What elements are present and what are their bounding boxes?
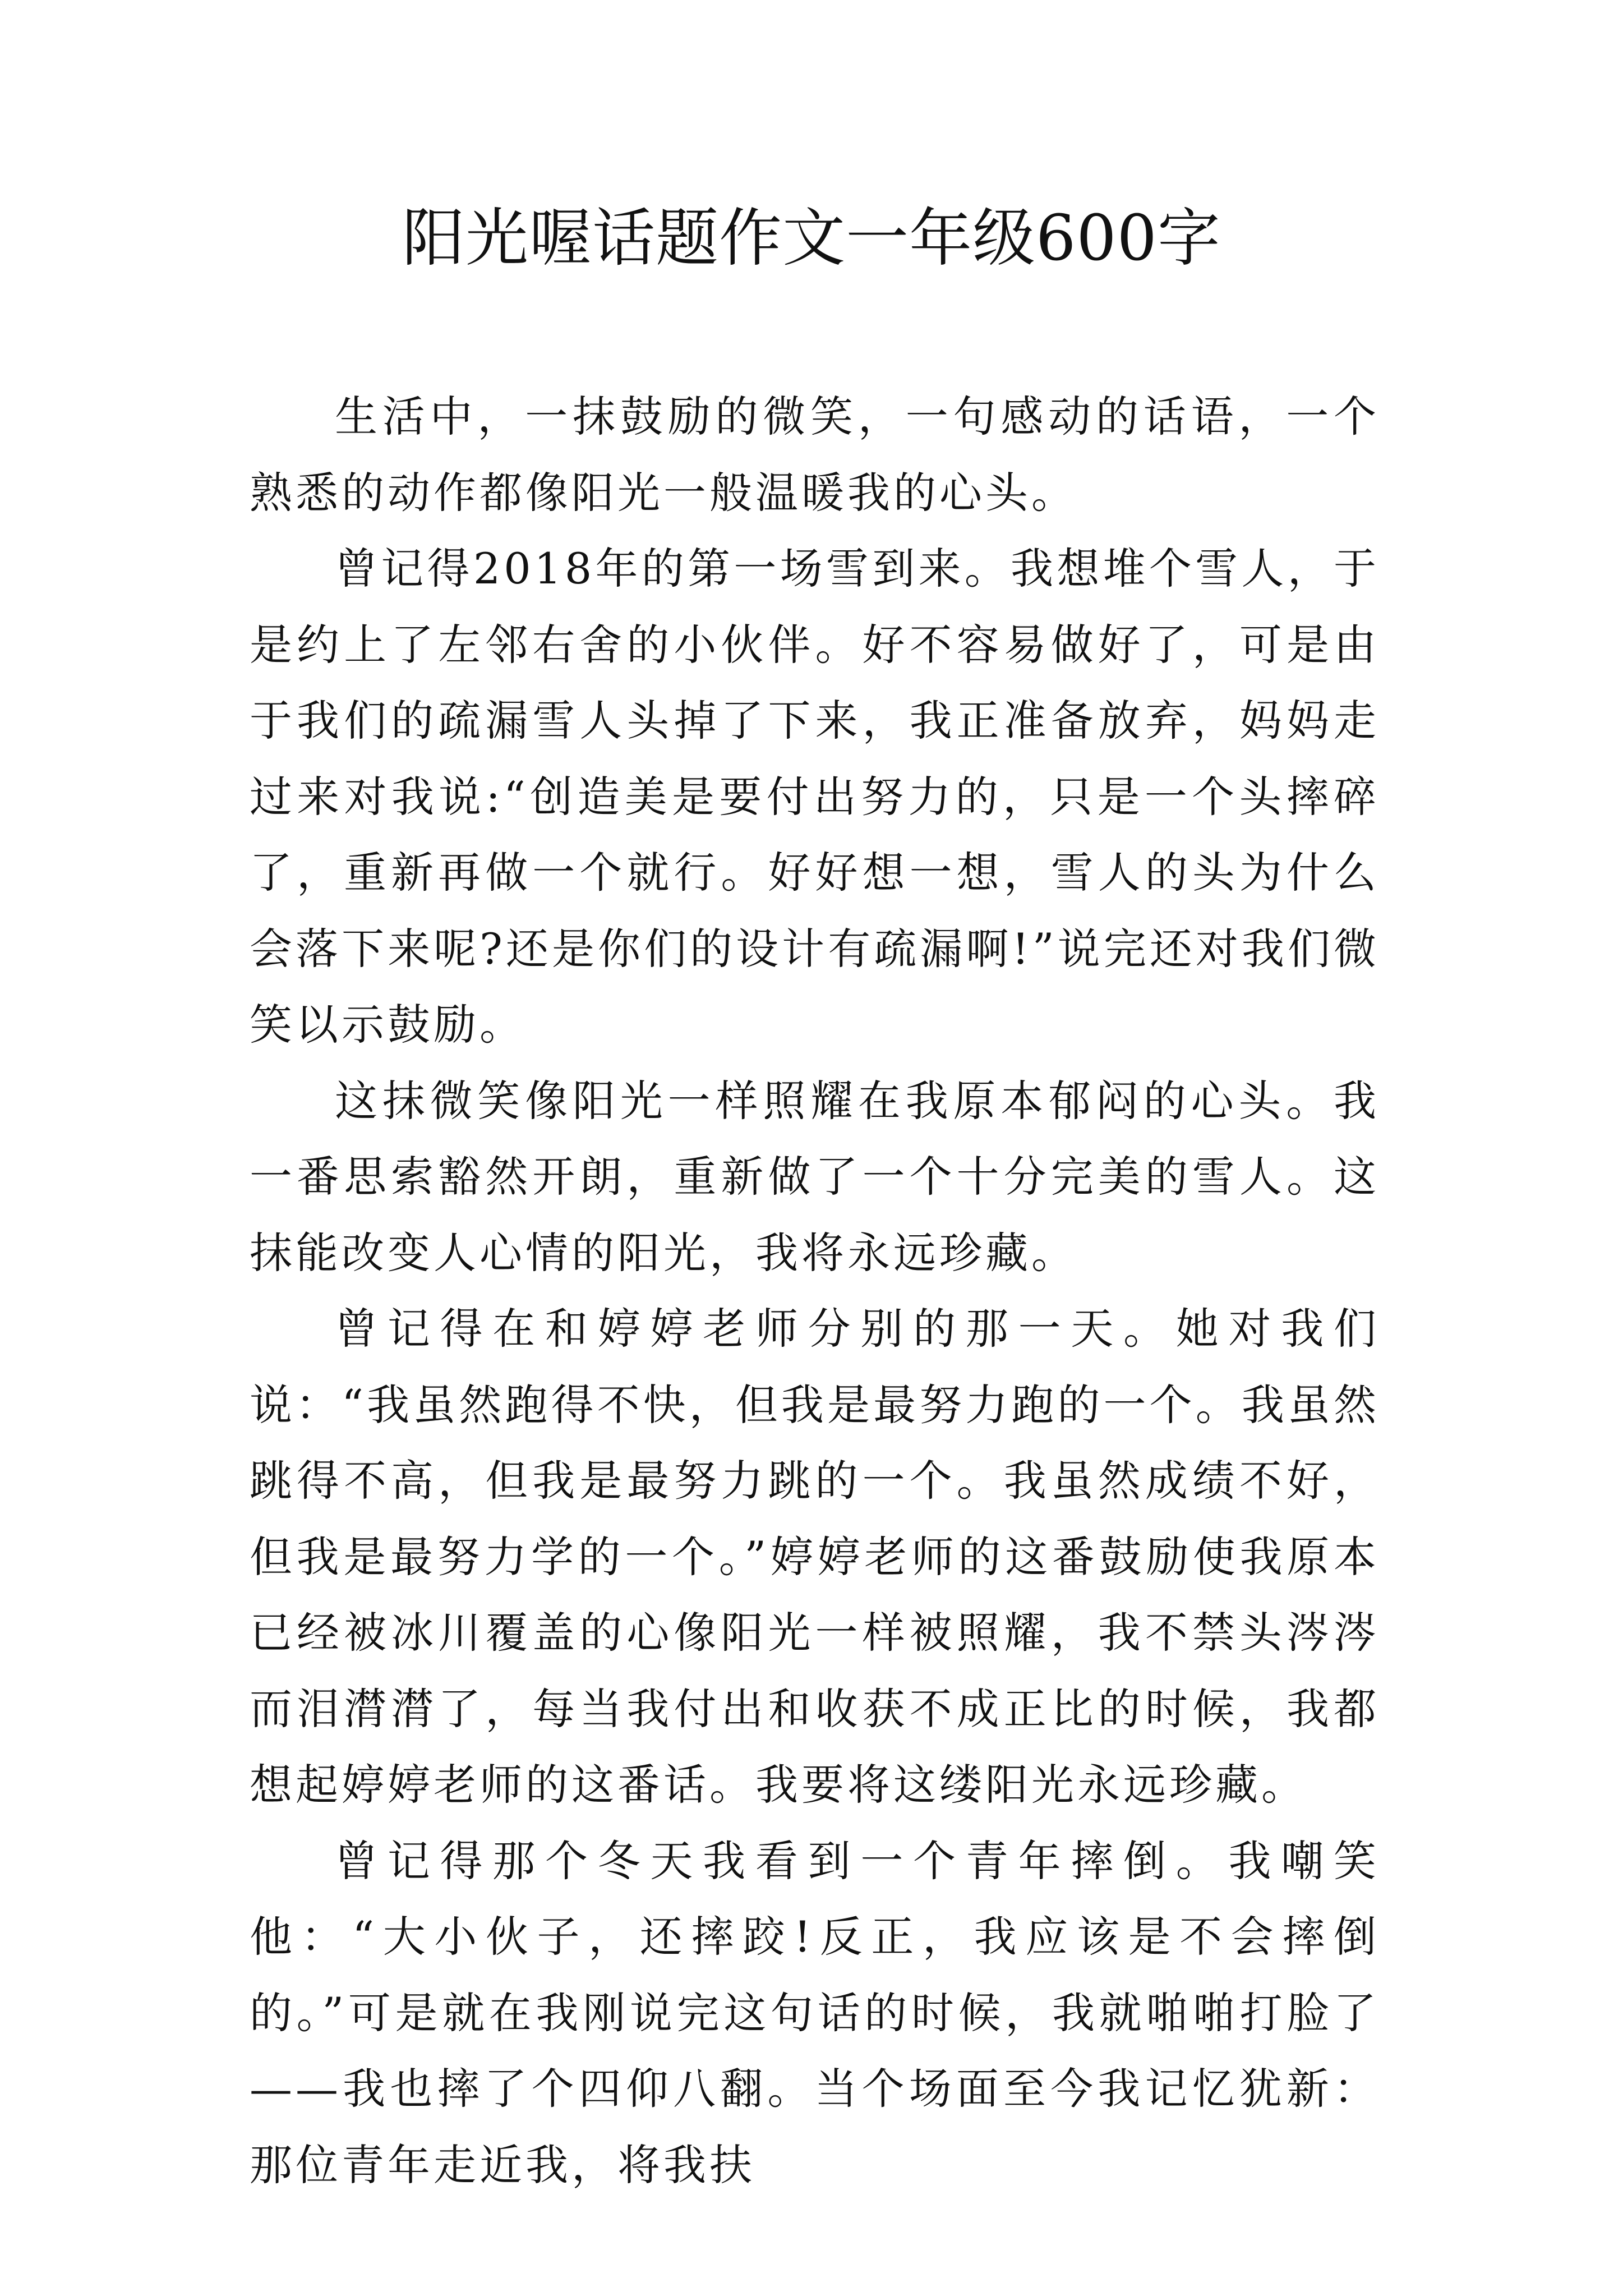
document-title: 阳光喔话题作文一年级600字 [402, 202, 1221, 275]
paragraph: 曾记得那个冬天我看到一个青年摔倒。我嘲笑他：“大小伙子，还摔跤!反正，我应该是不会摔倒的。”可是就在我刚说完这句话的时候，我就啪啪打脸了——我也摔了个四仰八翻。当个场面至今我记忆犹新：那位青年走近我，将我扶 [250, 1835, 1380, 2190]
paragraph: 曾记得2018年的第一场雪到来。我想堆个雪人，于是约上了左邻右舍的小伙伴。好不容易做好了，可是由于我们的疏漏雪人头掉了下来，我正准备放弃，妈妈走过来对我说:“创造美是要付出努力的，只是一个头摔碎了，重新再做一个就行。好好想一想，雪人的头为什么会落下来呢?还是你们的设计有疏漏啊!”说完还对我们微笑以示鼓励。 [250, 544, 1380, 1050]
paragraph: 这抹微笑像阳光一样照耀在我原本郁闷的心头。我一番思索豁然开朗，重新做了一个十分完美的雪人。这抹能改变人心情的阳光，我将永远珍藏。 [250, 1075, 1380, 1278]
paragraph: 生活中，一抹鼓励的微笑，一句感动的话语，一个熟悉的动作都像阳光一般温暖我的心头。 [250, 392, 1380, 518]
paragraph: 曾记得在和婷婷老师分别的那一天。她对我们说：“我虽然跑得不快，但我是最努力跑的一个。我虽然跳得不高，但我是最努力跳的一个。我虽然成绩不好，但我是最努力学的一个。”婷婷老师的这番鼓励使我原本已经被冰川覆盖的心像阳光一样被照耀，我不禁头涔涔而泪潸潸了，每当我付出和收获不成正比的时候，我都想起婷婷老师的这番话。我要将这缕阳光永远珍藏。 [250, 1304, 1380, 1810]
document-body [250, 379, 1380, 2203]
